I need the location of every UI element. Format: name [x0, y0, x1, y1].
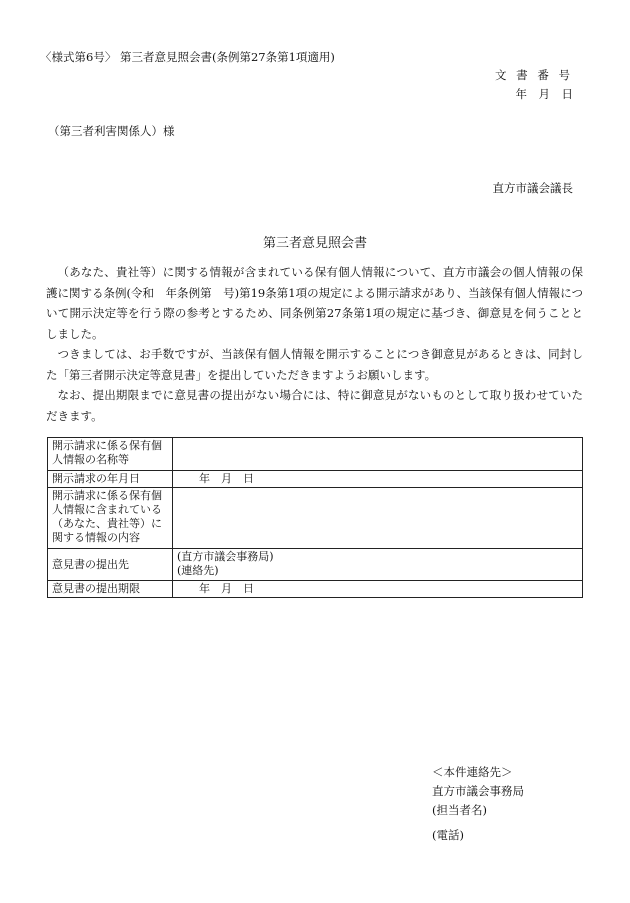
submit-to-contact: (連絡先) — [177, 564, 219, 577]
info-table — [47, 437, 583, 598]
contact-person: (担当者名) — [432, 803, 487, 817]
document-number: 文 書 番 号 — [495, 68, 573, 82]
body-text — [46, 262, 583, 426]
row-label-deadline: 意見書の提出期限 — [48, 581, 173, 598]
table-row — [48, 438, 583, 471]
body-paragraph-2: つきましては、お手数ですが、当該保有個人情報を開示することにつき御意見があるときは、同封した「第三者開示決定等意見書」を提出していただきますようお願いします。 — [46, 347, 583, 382]
contact-phone: (電話) — [432, 828, 464, 842]
sender: 直方市議会議長 — [492, 181, 573, 195]
contact-heading: ＜本件連絡先＞ — [432, 765, 513, 779]
submit-to-office: (直方市議会事務局) — [177, 550, 274, 563]
form-label: 〈様式第6号〉 第三者意見照会書(条例第27条第1項適用) — [40, 50, 335, 64]
document-date: 年 月 日 — [515, 87, 573, 101]
addressee: （第三者利害関係人）様 — [48, 124, 175, 138]
contact-office: 直方市議会事務局 — [432, 784, 524, 798]
table-row — [48, 471, 583, 488]
table-row — [48, 488, 583, 549]
row-value-info-content — [173, 488, 583, 549]
contact-block — [432, 763, 524, 845]
row-label-submit-to: 意見書の提出先 — [48, 549, 173, 581]
body-paragraph-1: （あなた、貴社等）に関する情報が含まれている保有個人情報について、直方市議会の個人情報の保護に関する条例(令和 年条例第 号)第19条第1項の規定による開示請求があり、当該保有個人情報について開示決定等を行う際の参考とするため、同条例第27条第1項の規定に基づき、御意見を伺うこととしました。 — [46, 265, 583, 341]
row-label-request-date: 開示請求の年月日 — [48, 471, 173, 488]
table-row — [48, 549, 583, 581]
document-title: 第三者意見照会書 — [262, 236, 367, 251]
table-row — [48, 581, 583, 598]
row-label-info-content: 開示請求に係る保有個人情報に含まれている（あなた、貴社等）に関する情報の内容 — [48, 488, 173, 549]
row-value-submit-to — [173, 549, 583, 581]
row-value-request-date: 年 月 日 — [173, 471, 583, 488]
body-paragraph-3: なお、提出期限までに意見書の提出がない場合には、特に御意見がないものとして取り扱わせていただきます。 — [46, 388, 583, 423]
row-value-deadline: 年 月 日 — [173, 581, 583, 598]
row-value-record-name — [173, 438, 583, 471]
row-label-record-name: 開示請求に係る保有個人情報の名称等 — [48, 438, 173, 471]
